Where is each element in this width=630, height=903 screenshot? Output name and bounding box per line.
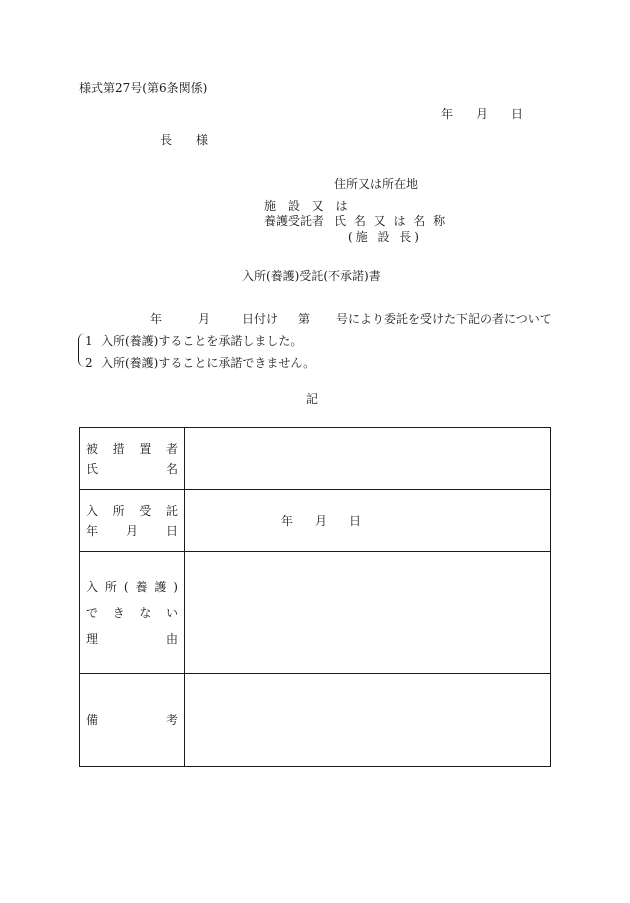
- label-char: (: [123, 579, 129, 594]
- label-char: い: [165, 605, 178, 620]
- option-2-text: 入所(養護)することに承諾できません。: [101, 356, 316, 370]
- document-title: 入所(養護)受託(不承諾)書: [242, 269, 381, 283]
- table-row: [80, 674, 551, 767]
- record-table: [79, 427, 551, 767]
- label-remarks: [80, 674, 185, 767]
- body-sentence: [150, 313, 550, 325]
- table-row: [80, 428, 551, 490]
- table-row: [80, 490, 551, 552]
- body-sentence-text: 号により委託を受けた下記の者について: [336, 312, 552, 326]
- label-admission-date: [80, 490, 185, 552]
- label-char: 託: [165, 503, 178, 518]
- label-char: き: [112, 605, 125, 620]
- form-number: 様式第27号(第6条関係): [79, 81, 208, 95]
- label-char: で: [86, 605, 99, 620]
- value-admission-date[interactable]: [185, 490, 551, 552]
- date-year: 年: [441, 107, 454, 121]
- applicant-line2: [264, 215, 447, 227]
- option-1-text: 入所(養護)することを承諾しました。: [101, 334, 303, 348]
- option-2: [85, 357, 315, 369]
- label-person-name: [80, 428, 185, 490]
- label-char: な: [139, 605, 152, 620]
- option-brace: [78, 333, 85, 367]
- body-year: 年: [150, 312, 163, 326]
- addressee: 長 様: [160, 133, 215, 147]
- ki-heading: 記: [306, 392, 319, 406]
- date-day: 日: [511, 107, 524, 121]
- applicant-line2-label: 養護受託者: [264, 214, 325, 228]
- label-char: 養: [135, 579, 148, 594]
- label-char: 由: [165, 631, 178, 646]
- label-char: 考: [165, 713, 178, 727]
- value-refusal-reason[interactable]: [185, 552, 551, 674]
- label-char: 置: [139, 441, 152, 456]
- applicant-line1: 施 設 又 は: [264, 199, 352, 213]
- table-row: [80, 552, 551, 674]
- option-1: [85, 335, 302, 347]
- date-month: 月: [476, 107, 489, 121]
- label-refusal-reason: [80, 552, 185, 674]
- option-2-num: 2: [85, 356, 93, 370]
- label-char: 者: [165, 441, 178, 456]
- label-char: 日: [165, 523, 178, 538]
- label-char: 理: [86, 631, 99, 646]
- issue-date: [441, 108, 523, 120]
- label-char: 被: [86, 441, 99, 456]
- label-char: 所: [112, 503, 125, 518]
- label-char: 所: [104, 579, 117, 594]
- cell-date-year: 年: [281, 514, 294, 528]
- label-char: 年: [86, 523, 99, 538]
- body-month: 月: [198, 312, 211, 326]
- label-char: 備: [86, 713, 99, 727]
- cell-date-day: 日: [349, 514, 362, 528]
- value-person-name[interactable]: [185, 428, 551, 490]
- applicant-line2-name: 氏 名 又 は 名 称: [334, 214, 448, 228]
- label-char: 氏: [86, 461, 99, 476]
- cell-date-month: 月: [315, 514, 328, 528]
- label-char: 入: [86, 579, 99, 594]
- applicant-line3: (施 設 長): [348, 230, 422, 244]
- label-char: 受: [139, 503, 152, 518]
- label-char: ): [173, 579, 178, 594]
- label-char: 護: [154, 579, 167, 594]
- label-char: 措: [112, 441, 125, 456]
- body-date-suffix: 日付け: [242, 312, 279, 326]
- applicant-address: 住所又は所在地: [334, 177, 419, 191]
- option-1-num: 1: [85, 334, 93, 348]
- body-number-prefix: 第: [298, 312, 311, 326]
- label-char: 名: [165, 461, 178, 476]
- label-char: 月: [125, 523, 138, 538]
- value-remarks[interactable]: [185, 674, 551, 767]
- label-char: 入: [86, 503, 99, 518]
